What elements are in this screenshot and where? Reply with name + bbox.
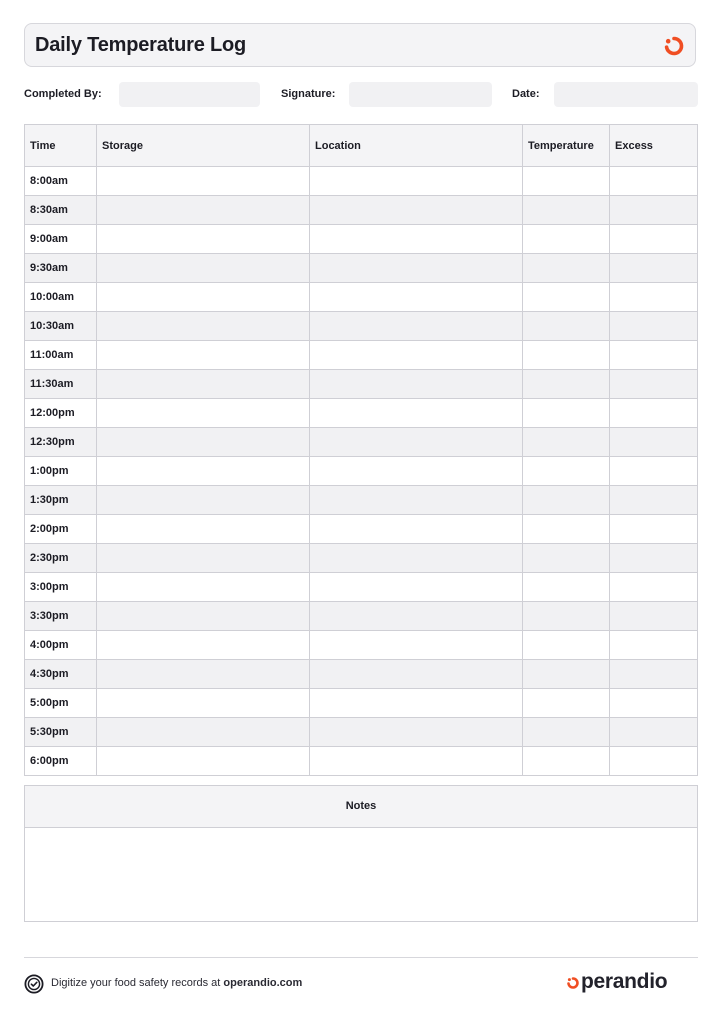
table-row — [25, 428, 698, 457]
time-cell: 12:00pm — [25, 399, 97, 428]
storage-cell[interactable] — [97, 689, 310, 718]
table-row — [25, 689, 698, 718]
storage-cell[interactable] — [97, 457, 310, 486]
storage-cell[interactable] — [97, 254, 310, 283]
temperature-log-table — [24, 124, 698, 776]
table-row — [25, 167, 698, 196]
location-cell[interactable] — [310, 225, 523, 254]
excess-cell[interactable] — [610, 544, 698, 573]
excess-cell[interactable] — [610, 341, 698, 370]
storage-cell[interactable] — [97, 196, 310, 225]
table-row — [25, 544, 698, 573]
temperature-cell[interactable] — [523, 283, 610, 312]
temperature-cell[interactable] — [523, 602, 610, 631]
time-cell: 3:00pm — [25, 573, 97, 602]
location-cell[interactable] — [310, 486, 523, 515]
column-header-time: Time — [25, 125, 97, 167]
brand-name: perandio — [581, 970, 668, 993]
time-cell: 2:00pm — [25, 515, 97, 544]
column-header-storage: Storage — [97, 125, 310, 167]
date-label: Date: — [512, 88, 540, 100]
footer-divider — [24, 957, 698, 958]
storage-cell[interactable] — [97, 544, 310, 573]
location-cell[interactable] — [310, 747, 523, 776]
excess-cell[interactable] — [610, 254, 698, 283]
storage-cell[interactable] — [97, 428, 310, 457]
location-cell[interactable] — [310, 341, 523, 370]
footer-text: Digitize your food safety records at operandio.com — [51, 977, 303, 989]
temperature-cell[interactable] — [523, 544, 610, 573]
time-cell: 2:30pm — [25, 544, 97, 573]
storage-cell[interactable] — [97, 573, 310, 602]
excess-cell[interactable] — [610, 283, 698, 312]
excess-cell[interactable] — [610, 718, 698, 747]
time-cell: 6:00pm — [25, 747, 97, 776]
temperature-cell[interactable] — [523, 370, 610, 399]
temperature-cell[interactable] — [523, 312, 610, 341]
operandio-logo-icon — [662, 34, 686, 58]
excess-cell[interactable] — [610, 167, 698, 196]
signature-field[interactable] — [349, 82, 492, 107]
temperature-cell[interactable] — [523, 428, 610, 457]
time-cell: 10:30am — [25, 312, 97, 341]
table-row — [25, 660, 698, 689]
time-cell: 4:00pm — [25, 631, 97, 660]
temperature-cell[interactable] — [523, 689, 610, 718]
column-header-temperature: Temperature — [523, 125, 610, 167]
location-cell[interactable] — [310, 283, 523, 312]
time-cell: 4:30pm — [25, 660, 97, 689]
excess-cell[interactable] — [610, 457, 698, 486]
notes-area[interactable] — [25, 828, 697, 922]
time-cell: 1:00pm — [25, 457, 97, 486]
table-row — [25, 283, 698, 312]
table-row — [25, 457, 698, 486]
time-cell: 1:30pm — [25, 486, 97, 515]
excess-cell[interactable] — [610, 515, 698, 544]
table-row — [25, 370, 698, 399]
temperature-cell[interactable] — [523, 167, 610, 196]
temperature-cell[interactable] — [523, 515, 610, 544]
table-row — [25, 225, 698, 254]
time-cell: 12:30pm — [25, 428, 97, 457]
location-cell[interactable] — [310, 689, 523, 718]
location-cell[interactable] — [310, 167, 523, 196]
column-header-location: Location — [310, 125, 523, 167]
location-cell[interactable] — [310, 457, 523, 486]
table-row — [25, 254, 698, 283]
signature-label: Signature: — [281, 88, 336, 100]
temperature-cell[interactable] — [523, 747, 610, 776]
temperature-cell[interactable] — [523, 631, 610, 660]
temperature-cell[interactable] — [523, 399, 610, 428]
temperature-cell[interactable] — [523, 718, 610, 747]
location-cell[interactable] — [310, 602, 523, 631]
column-header-excess: Excess — [610, 125, 698, 167]
table-row — [25, 718, 698, 747]
excess-cell[interactable] — [610, 312, 698, 341]
excess-cell[interactable] — [610, 631, 698, 660]
storage-cell[interactable] — [97, 341, 310, 370]
storage-cell[interactable] — [97, 747, 310, 776]
form-fields — [24, 82, 698, 108]
storage-cell[interactable] — [97, 283, 310, 312]
table-header-row — [25, 125, 698, 167]
page-title: Daily Temperature Log — [35, 34, 247, 56]
notes-header: Notes — [25, 786, 697, 828]
table-row — [25, 573, 698, 602]
excess-cell[interactable] — [610, 602, 698, 631]
location-cell[interactable] — [310, 428, 523, 457]
temperature-cell[interactable] — [523, 254, 610, 283]
table-row — [25, 312, 698, 341]
temperature-cell[interactable] — [523, 341, 610, 370]
location-cell[interactable] — [310, 718, 523, 747]
time-cell: 11:00am — [25, 341, 97, 370]
temperature-cell[interactable] — [523, 660, 610, 689]
time-cell: 9:30am — [25, 254, 97, 283]
temperature-cell[interactable] — [523, 457, 610, 486]
completed-by-field[interactable] — [119, 82, 260, 107]
table-row — [25, 399, 698, 428]
storage-cell[interactable] — [97, 631, 310, 660]
time-cell: 3:30pm — [25, 602, 97, 631]
temperature-cell[interactable] — [523, 486, 610, 515]
storage-cell[interactable] — [97, 167, 310, 196]
storage-cell[interactable] — [97, 718, 310, 747]
excess-cell[interactable] — [610, 399, 698, 428]
storage-cell[interactable] — [97, 486, 310, 515]
storage-cell[interactable] — [97, 225, 310, 254]
location-cell[interactable] — [310, 515, 523, 544]
time-cell: 8:00am — [25, 167, 97, 196]
storage-cell[interactable] — [97, 515, 310, 544]
date-field[interactable] — [554, 82, 698, 107]
storage-cell[interactable] — [97, 370, 310, 399]
time-cell: 11:30am — [25, 370, 97, 399]
location-cell[interactable] — [310, 631, 523, 660]
excess-cell[interactable] — [610, 660, 698, 689]
location-cell[interactable] — [310, 660, 523, 689]
location-cell[interactable] — [310, 573, 523, 602]
location-cell[interactable] — [310, 254, 523, 283]
table-row — [25, 631, 698, 660]
table-row — [25, 486, 698, 515]
excess-cell[interactable] — [610, 486, 698, 515]
storage-cell[interactable] — [97, 399, 310, 428]
table-row — [25, 747, 698, 776]
location-cell[interactable] — [310, 370, 523, 399]
storage-cell[interactable] — [97, 602, 310, 631]
time-cell: 8:30am — [25, 196, 97, 225]
notes-section — [24, 785, 698, 922]
location-cell[interactable] — [310, 399, 523, 428]
excess-cell[interactable] — [610, 747, 698, 776]
location-cell[interactable] — [310, 544, 523, 573]
title-bar — [24, 23, 696, 67]
time-cell: 10:00am — [25, 283, 97, 312]
excess-cell[interactable] — [610, 689, 698, 718]
time-cell: 5:00pm — [25, 689, 97, 718]
excess-cell[interactable] — [610, 225, 698, 254]
excess-cell[interactable] — [610, 196, 698, 225]
table-row — [25, 341, 698, 370]
table-row — [25, 602, 698, 631]
table-row — [25, 515, 698, 544]
time-cell: 5:30pm — [25, 718, 97, 747]
storage-cell[interactable] — [97, 660, 310, 689]
excess-cell[interactable] — [610, 428, 698, 457]
table-row — [25, 196, 698, 225]
temperature-cell[interactable] — [523, 573, 610, 602]
storage-cell[interactable] — [97, 312, 310, 341]
temperature-cell[interactable] — [523, 225, 610, 254]
footer-link[interactable]: operandio.com — [223, 977, 303, 989]
brand-mark-icon — [566, 976, 580, 990]
check-circle-icon — [24, 974, 44, 994]
excess-cell[interactable] — [610, 573, 698, 602]
location-cell[interactable] — [310, 196, 523, 225]
completed-by-label: Completed By: — [24, 88, 102, 100]
location-cell[interactable] — [310, 312, 523, 341]
time-cell: 9:00am — [25, 225, 97, 254]
temperature-cell[interactable] — [523, 196, 610, 225]
excess-cell[interactable] — [610, 370, 698, 399]
